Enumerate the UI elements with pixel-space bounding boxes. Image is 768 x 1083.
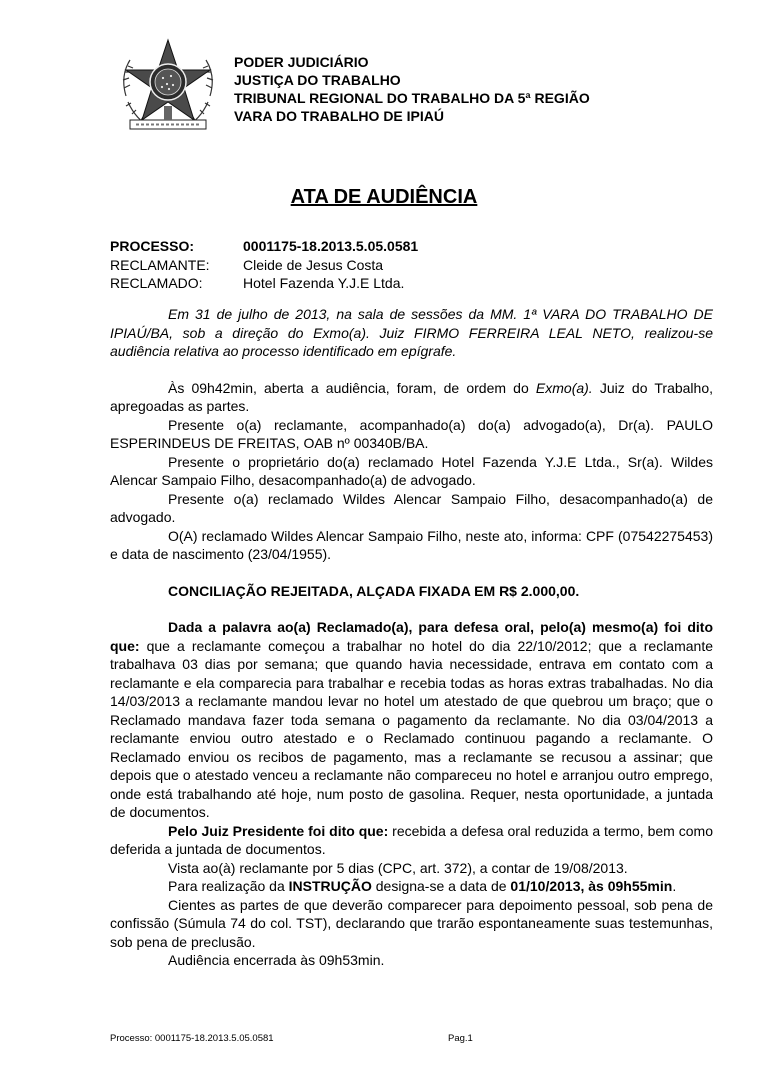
case-info bbox=[110, 237, 418, 293]
reclamante-label: RECLAMANTE: bbox=[110, 256, 210, 273]
abertura-text: Às 09h42min, aberta a audiência, foram, de ordem do bbox=[168, 379, 536, 396]
brazil-coat-of-arms-icon bbox=[116, 36, 220, 140]
reclamante-value: Cleide de Jesus Costa bbox=[243, 256, 384, 273]
juiz-intro: Pelo Juiz Presidente foi dito que: bbox=[168, 822, 389, 839]
paragraph-juiz-presidente bbox=[110, 822, 713, 859]
paragraph-encerrada: Audiência encerrada às 09h53min. bbox=[168, 952, 385, 968]
processo-value: 0001175-18.2013.5.05.0581 bbox=[243, 238, 419, 254]
instrucao-end: . bbox=[672, 878, 677, 894]
paragraph-instrucao bbox=[110, 877, 713, 896]
document-body bbox=[110, 305, 713, 970]
paragraph-cientes: Cientes as partes de que deverão comparecer para depoimento pessoal, sob pena de confissão (Súmula 74 do col. TST), declarando que trarão espontaneamente suas testemunhas, sob pena de preclusão. bbox=[110, 896, 713, 950]
paragraph-conciliacao: CONCILIAÇÃO REJEITADA, ALÇADA FIXADA EM R$ 2.000,00. bbox=[168, 582, 580, 599]
processo-label: PROCESSO: bbox=[110, 238, 195, 254]
footer-page-number: Pag.1 bbox=[448, 1033, 473, 1044]
document-title: ATA DE AUDIÊNCIA bbox=[290, 186, 478, 208]
paragraph-reclamado-presente: Presente o(a) reclamado Wildes Alencar Sampaio Filho, desacompanhado(a) de advogado. bbox=[110, 490, 713, 525]
reclamado-value: Hotel Fazenda Y.J.E Ltda. bbox=[243, 275, 405, 291]
paragraph-proprietario-presente: Presente o proprietário do(a) reclamado Hotel Fazenda Y.J.E Ltda., Sr(a). Wildes Alencar Sampaio Filho, desacompanhado(a) de advogado. bbox=[110, 453, 713, 488]
footer-processo: Processo: 0001175-18.2013.5.05.0581 bbox=[110, 1033, 274, 1044]
reclamante-row bbox=[110, 256, 418, 275]
reclamado-row bbox=[110, 274, 418, 293]
instrucao-text: Para realização da bbox=[168, 878, 289, 894]
paragraph-vista: Vista ao(à) reclamante por 5 dias (CPC, art. 372), a contar de 19/08/2013. bbox=[168, 859, 628, 876]
paragraph-defesa-oral bbox=[110, 618, 713, 822]
instrucao-date: 01/10/2013, às 09h55min bbox=[510, 878, 673, 894]
paragraph-abertura bbox=[110, 379, 713, 416]
abertura-rest: Juiz do Trabalho, apregoadas as partes. bbox=[110, 379, 713, 414]
defesa-text: que a reclamante começou a trabalhar no hotel do dia 22/10/2012; que a reclamante trabalhava 03 dias por semana; que quando havia necessidade, entrava em contato com a reclamante e ela comparecia para trabalhar e recebia todas as horas extras trabalhadas. No dia 14/03/2013 a reclamante mandou levar no hotel um atestado de que quebrou um braço; que o Reclamado mandava fazer toda semana o pagamento da reclamante. No dia 03/04/2013 a reclamante enviou outro atestado e o Reclamado continuou pagando a reclamante. O Reclamado enviou os recibos de pagamento, mas a reclamante se recusou a assinar; que depois que o atestado venceu a reclamante não compareceu no hotel e arranjou outro emprego, onde está trabalhando até hoje, num posto de gasolina. Requer, nesta oportunidade, a juntada de documentos. bbox=[110, 637, 713, 820]
reclamado-label: RECLAMADO: bbox=[110, 275, 203, 291]
header-line-2: JUSTIÇA DO TRABALHO bbox=[234, 72, 401, 88]
header-line-1: PODER JUDICIÁRIO bbox=[234, 54, 369, 70]
paragraph-cpf-informa: O(A) reclamado Wildes Alencar Sampaio Filho, neste ato, informa: CPF (07542275453) e data de nascimento (23/04/1955). bbox=[110, 527, 713, 562]
paragraph-reclamante-presente: Presente o(a) reclamante, acompanhado(a) do(a) advogado(a), Dr(a). PAULO ESPERINDEUS DE FREITAS, OAB nº 00340B/BA. bbox=[110, 416, 713, 451]
court-header bbox=[234, 53, 590, 125]
instrucao-mid: designa-se a data de bbox=[371, 878, 511, 894]
processo-row bbox=[110, 237, 418, 256]
abertura-exmo: Exmo(a). bbox=[535, 379, 593, 396]
instrucao-label: INSTRUÇÃO bbox=[288, 878, 372, 894]
defesa-intro: Dada a palavra ao(a) Reclamado(a), para defesa oral, pelo(a) mesmo(a) foi dito que: bbox=[110, 619, 713, 654]
header-line-3: TRIBUNAL REGIONAL DO TRABALHO DA 5ª REGIÃO bbox=[234, 90, 590, 106]
juiz-text: recebida a defesa oral reduzida a termo, bem como deferida a juntada de documentos. bbox=[110, 822, 713, 857]
header-line-4: VARA DO TRABALHO DE IPIAÚ bbox=[234, 108, 444, 124]
paragraph-opening: Em 31 de julho de 2013, na sala de sessões da MM. 1ª VARA DO TRABALHO DE IPIAÚ/BA, sob a direção do Exmo(a). Juiz FIRMO FERREIRA LEAL NETO, realizou-se audiência relativa ao processo identificado em epígrafe. bbox=[110, 306, 713, 359]
